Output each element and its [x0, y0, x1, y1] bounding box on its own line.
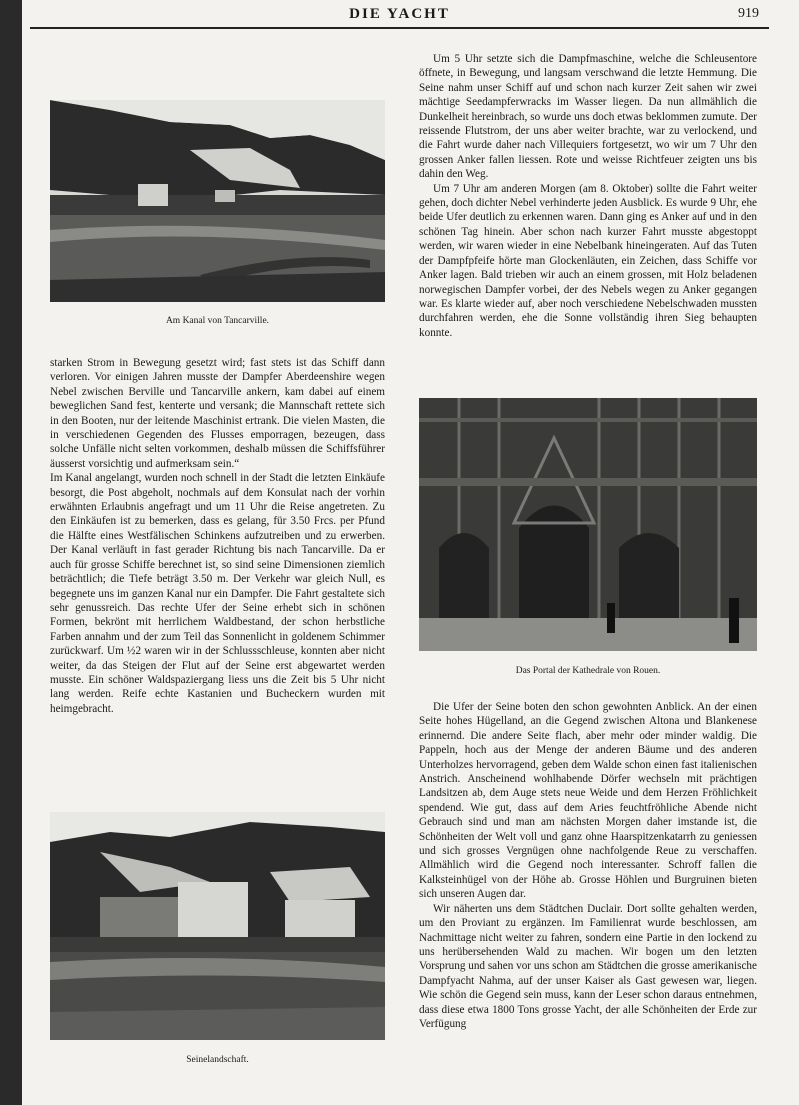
right-column-text-bottom	[419, 700, 757, 1031]
paragraph: starken Strom in Bewegung gesetzt wird; fast stets ist das Schiff dann verloren. Vor einigen Jahren musste der Dampfer Aberdeenshire wegen Nebel zwischen Berville und Tancarville ankern, kam dabei auf einem beweglichen Sand fest, kenterte und versank; die Mannschaft rettete sich in den Booten, nur der leitende Maschinist ertrank. Die vielen Masten, die in verschiedenen Gegenden des Flusses emporragen, bezeugen, dass solche Unfälle nicht selten vorkommen, deshalb müssen die Schiffsführer äusserst vorsichtig und aufmerksam sein.“	[50, 357, 385, 470]
caption-tancarville: Am Kanal von Tancarville.	[165, 316, 270, 326]
paragraph: Im Kanal angelangt, wurden noch schnell in der Stadt die letzten Einkäufe besorgt, die Post abgeholt, nochmals auf dem Konsulat nach der vorhin erwähnten Erlaubnis angefragt und um 11 Uhr die Reise angetreten. Zu den Einkäufen ist zu bemerken, dass es gelang, für 3.50 Frcs. per Pfund die Hälfte eines Westfälischen Schinkens aufzutreiben und zu erwerben. Der Kanal verläuft in fast gerader Richtung bis nach Tancarville. Da er auch für grosse Schiffe berechnet ist, so sind seine Dimensionen ziemlich beträchtlich; die Tiefe beträgt 3.50 m. Der Verkehr war gleich Null, es begegnete uns im ganzen Kanal nur ein Dampfer. Die Fahrt gestaltete sich sehr genussreich. Das rechte Ufer der Seine erhebt sich in schönen Formen, bekrönt mit herrlichem Waldbestand, der schon herbstliche Farben annahm und der zum Teil das Sonnenlicht in goldenem Schimmer zurückwarf. Um ½2 waren wir in der Schlussschleuse, konnten aber nicht weiter, da das Steigen der Flut auf der Seine erst abgewartet werden musste. Ein schöner Waldspaziergang liess uns die Zeit bis 5 Uhr nicht lang werden. Reife echte Kastanien und Bucheckern wurden mit heimgebracht.	[50, 472, 385, 715]
page-title: DIE YACHT	[349, 6, 450, 22]
paragraph: Um 5 Uhr setzte sich die Dampfmaschine, welche die Schleusentore öffnete, in Bewegung, und langsam verschwand die letzte Hemmung. Die Seine nahm unser Schiff auf und schon nach kurzer Zeit sahen wir zwei mächtige Seedampferwracks im Wasser liegen. Da nun allmählich die Dunkelheit hereinbrach, so wurde uns doch etwas beklommen zumute. Der reissende Flutstrom, der uns aber weiter brachte, war zu verlockend, und die Fahrt wurde daher nach Villequiers fortgesetzt, wo wir um 7 Uhr den grossen Anker fallen liessen. Rote und weisse Richtfeuer zeigten uns bis dahin den Weg.	[419, 53, 757, 181]
caption-seine: Seinelandschaft.	[186, 1055, 249, 1065]
caption-rouen: Das Portal der Kathedrale von Rouen.	[515, 666, 661, 676]
page-number: 919	[738, 6, 759, 21]
paragraph: Wir näherten uns dem Städtchen Duclair. Dort sollte gehalten werden, um den Proviant zu ergänzen. Im Familienrat wurde beschlossen, am Nachmittage nicht weiter zu fahren, sondern eine Partie in den lockend zu uns herübersehenden Wald zu machen. Wir bogen um den letzten Vorsprung und sahen vor uns schon am Städtchen die grosse amerikanische Dampfyacht Nahma, auf der unser Kaiser als Gast gewesen war, liegen. Wie schön die Gegend sein muss, kann der Leser schon daraus entnehmen, dass diese etwa 1800 Tons grosse Yacht, der alle Schönheiten der Erde zur Verfügung	[419, 902, 757, 1030]
scan-border	[0, 0, 22, 1105]
left-column-text	[50, 356, 385, 716]
paragraph: Die Ufer der Seine boten den schon gewohnten Anblick. An der einen Seite hohes Hügelland, an die Gegend zwischen Altona und Blankenese erinnernd. Die andere Seite flach, aber mehr oder minder waldig. Die Pappeln, hoch aus der Menge der anderen Bäume und des anderen Unterholzes hervorragend, geben dem Walde schon einen fast italienischen Anstrich. Anscheinend wohlhabende Dörfer wechseln mit prächtigen Landsitzen ab, dem Auge stets neue Weide und dem Herzen Fröhlichkeit spendend. Wie gut, dass auf dem Aries feuchtfröhliche Abende nicht Gebrauch sind und man am nächsten Morgen daher imstande ist, die Schönheiten der Welt voll und ganz ohne Haarspitzenkatarrh zu geniessen und sich grosses Vergnügen ohne nachfolgende Reue zu verschaffen. Allmählich wird die Gegend noch interessanter. Schroff fallen die Kalksteinhügel von der Höhe ab. Grosse Höhlen und Burgruinen bieten sich unseren Augen dar.	[419, 701, 757, 901]
header-rule	[30, 27, 769, 29]
paragraph: Um 7 Uhr am anderen Morgen (am 8. Oktober) sollte die Fahrt weiter gehen, doch dichter Nebel verhinderte jeden Ausblick. Es wurde 9 Uhr, ehe beide Ufer deutlich zu erkennen waren. Dann ging es Anker auf und in den schönen Tag hinein. Aber schon nach kurzer Fahrt musste abgestoppt werden, wir waren wieder in eine Nebelbank hineingeraten. Auf das Tuten der Dampfpfeife hörte man Glockenläuten, ein Zeichen, dass Schiffe vor Anker lagen. Bald trieben wir auch an einem grossen, mit Holz beladenen norwegischen Dampfer vorbei, der des Nebels wegen zu Anker gegangen war. Es klarte wieder auf, aber noch verschiedene Nebelschwaden mussten durchfahren werden, ehe die Sonne vollständig ihren Sieg behaupten konnte.	[419, 182, 757, 339]
right-column-text-top	[419, 52, 757, 340]
photo-rouen-cathedral	[419, 398, 757, 651]
photo-seine-landscape	[50, 812, 385, 1040]
photo-tancarville	[50, 100, 385, 302]
